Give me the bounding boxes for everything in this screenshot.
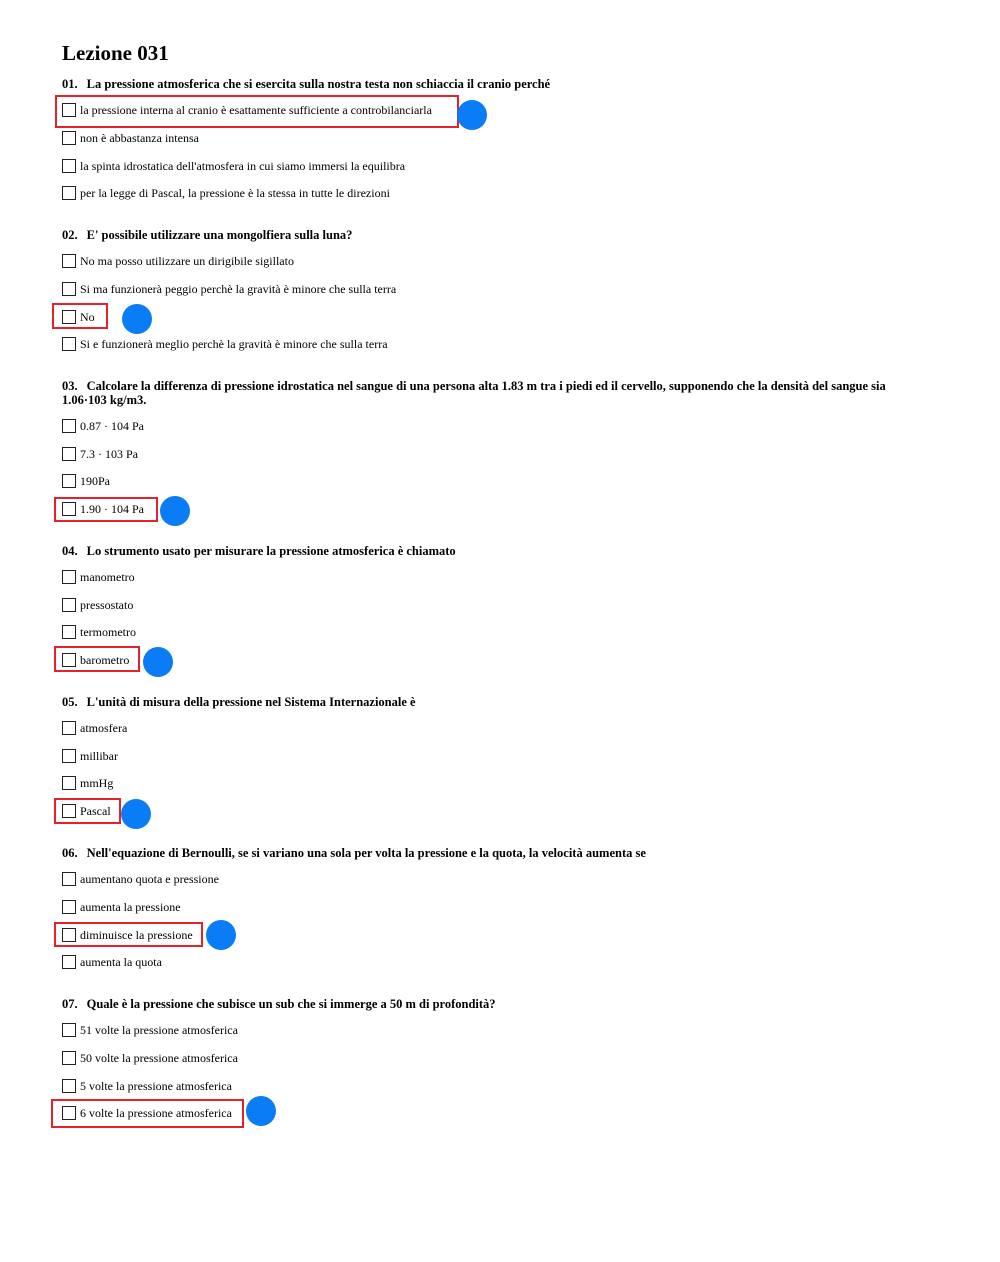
answer-option-label: la spinta idrostatica dell'atmosfera in cui siamo immersi la equilibra <box>80 159 406 173</box>
answer-checkbox[interactable] <box>62 282 76 296</box>
answer-option-label: termometro <box>80 625 136 639</box>
answer-marker-dot <box>122 304 152 334</box>
page-title: Lezione 031 <box>62 41 169 65</box>
question-text: Lo strumento usato per misurare la pressione atmosferica è chiamato <box>86 544 456 558</box>
answer-checkbox[interactable] <box>62 254 76 268</box>
question-06 <box>62 846 912 860</box>
answer-checkbox[interactable] <box>62 159 76 173</box>
answer-option-label: manometro <box>80 570 135 584</box>
answer-option-label: 5 volte la pressione atmosferica <box>80 1079 232 1093</box>
answer-option-label: aumentano quota e pressione <box>80 872 219 886</box>
question-02 <box>62 228 912 242</box>
answer-checkbox[interactable] <box>62 474 76 488</box>
answer-option-label: aumenta la pressione <box>80 900 181 914</box>
answer-checkbox[interactable] <box>62 502 76 516</box>
answer-checkbox[interactable] <box>62 928 76 942</box>
question-text: Nell'equazione di Bernoulli, se si variano una sola per volta la pressione e la quota, la velocità aumenta se <box>86 846 646 860</box>
answer-option-label: la pressione interna al cranio è esattamente sufficiente a controbilanciarla <box>80 103 432 117</box>
answer-checkbox[interactable] <box>62 1079 76 1093</box>
question-number: 04. <box>62 544 78 558</box>
answer-checkbox[interactable] <box>62 804 76 818</box>
question-number: 06. <box>62 846 78 860</box>
answer-option-label: barometro <box>80 653 130 667</box>
answer-checkbox[interactable] <box>62 776 76 790</box>
answer-option-label: 51 volte la pressione atmosferica <box>80 1023 238 1037</box>
question-number: 01. <box>62 77 78 91</box>
answer-option-label: mmHg <box>80 776 114 790</box>
answer-option-label: diminuisce la pressione <box>80 928 193 942</box>
answer-marker-dot <box>246 1096 276 1126</box>
answer-checkbox[interactable] <box>62 337 76 351</box>
question-number: 02. <box>62 228 78 242</box>
answer-option-label: Si e funzionerà meglio perchè la gravità è minore che sulla terra <box>80 337 388 351</box>
answer-checkbox[interactable] <box>62 625 76 639</box>
answer-marker-dot <box>121 799 151 829</box>
question-04 <box>62 544 912 558</box>
answer-option-label: No ma posso utilizzare un dirigibile sigillato <box>80 254 294 268</box>
answer-checkbox[interactable] <box>62 186 76 200</box>
question-text: L'unità di misura della pressione nel Sistema Internazionale è <box>86 695 416 709</box>
answer-checkbox[interactable] <box>62 310 76 324</box>
answer-option-label: 190Pa <box>80 474 110 488</box>
question-text: E' possibile utilizzare una mongolfiera sulla luna? <box>86 228 353 242</box>
answer-option-label: Si ma funzionerà peggio perchè la gravità è minore che sulla terra <box>80 282 397 296</box>
answer-option-label: 50 volte la pressione atmosferica <box>80 1051 238 1065</box>
answer-option-label: 1.90 · 104 Pa <box>80 502 144 516</box>
answer-option-label: 0.87 · 104 Pa <box>80 419 144 433</box>
question-03 <box>62 379 912 407</box>
answer-checkbox[interactable] <box>62 872 76 886</box>
answer-checkbox[interactable] <box>62 749 76 763</box>
answer-checkbox[interactable] <box>62 955 76 969</box>
answer-checkbox[interactable] <box>62 419 76 433</box>
answer-checkbox[interactable] <box>62 721 76 735</box>
answer-marker-dot <box>457 100 487 130</box>
question-07 <box>62 997 912 1011</box>
answer-option-label: per la legge di Pascal, la pressione è la stessa in tutte le direzioni <box>80 186 390 200</box>
answer-option-label: No <box>80 310 95 324</box>
answer-marker-dot <box>206 920 236 950</box>
answer-option-label: 6 volte la pressione atmosferica <box>80 1106 232 1120</box>
question-01 <box>62 77 912 91</box>
answer-checkbox[interactable] <box>62 103 76 117</box>
answer-marker-dot <box>160 496 190 526</box>
answer-checkbox[interactable] <box>62 447 76 461</box>
answer-marker-dot <box>143 647 173 677</box>
answer-option-label: aumenta la quota <box>80 955 162 969</box>
answer-checkbox[interactable] <box>62 131 76 145</box>
question-text: Calcolare la differenza di pressione idrostatica nel sangue di una persona alta 1.83 m tra i piedi ed il cervello, supponendo che la densità del sangue sia 1.06·103 kg/m3. <box>62 379 886 407</box>
answer-checkbox[interactable] <box>62 1051 76 1065</box>
answer-option-label: millibar <box>80 749 118 763</box>
question-text: La pressione atmosferica che si esercita sulla nostra testa non schiaccia il cranio perché <box>86 77 551 91</box>
question-number: 03. <box>62 379 78 393</box>
answer-checkbox[interactable] <box>62 1106 76 1120</box>
question-number: 07. <box>62 997 78 1011</box>
question-text: Quale è la pressione che subisce un sub che si immerge a 50 m di profondità? <box>86 997 496 1011</box>
question-05 <box>62 695 912 709</box>
answer-option-label: atmosfera <box>80 721 128 735</box>
answer-checkbox[interactable] <box>62 570 76 584</box>
answer-option-label: non è abbastanza intensa <box>80 131 199 145</box>
answer-option-label: 7.3 · 103 Pa <box>80 447 138 461</box>
answer-option-label: Pascal <box>80 804 111 818</box>
answer-checkbox[interactable] <box>62 598 76 612</box>
answer-checkbox[interactable] <box>62 1023 76 1037</box>
question-number: 05. <box>62 695 78 709</box>
answer-checkbox[interactable] <box>62 900 76 914</box>
answer-option-label: pressostato <box>80 598 134 612</box>
answer-checkbox[interactable] <box>62 653 76 667</box>
